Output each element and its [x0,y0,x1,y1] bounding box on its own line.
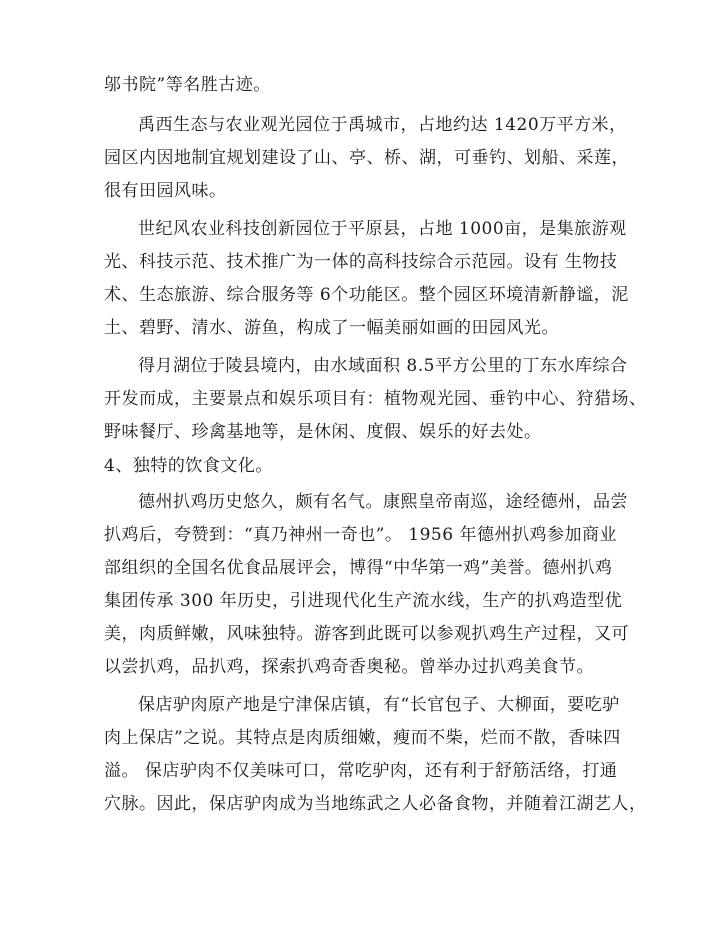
text-line: 以尝扒鸡，品扒鸡，探索扒鸡奇香奥秘。曾举办过扒鸡美食节。 [104,657,594,677]
paragraph-start-line: 得月湖位于陵县境内，由水域面积 8.5平方公里的丁东水库综合 [138,356,628,376]
paragraph-start-line: 世纪风农业科技创新园位于平原县，占地 1000亩，是集旅游观 [138,219,627,239]
text-line: 很有田园风味。 [104,181,227,201]
text-line: 溢。 保店驴肉不仅美味可口，常吃驴肉，还有利于舒筋活络，打通 [104,761,618,781]
section-heading: 4、独特的饮食文化。 [104,456,273,476]
text-line: 开发而成，主要景点和娱乐项目有：植物观光园、垂钓中心、狩猎场、 [104,389,647,409]
paragraph-start-line: 禹西生态与农业观光园位于禹城市，占地约达 1420万平方米， [138,115,627,135]
text-line: 美，肉质鲜嫩，风味独特。游客到此既可以参观扒鸡生产过程，又可 [104,624,629,644]
text-line: 术、生态旅游、综合服务等 6个功能区。整个园区环境清新静谧，泥 [104,285,629,305]
text-line: 集团传承 300 年历史，引进现代化生产流水线，生产的扒鸡造型优 [104,591,623,611]
text-line: 邬书院”等名胜古迹。 [104,75,271,95]
text-line: 肉上保店”之说。其特点是肉质细嫩，瘦而不柴，烂而不散，香味四 [104,728,621,748]
text-line: 扒鸡后，夸赞到：“真乃神州一奇也”。 1956 年德州扒鸡参加商业 [104,525,617,545]
text-line: 部组织的全国名优食品展评会，博得“中华第一鸡”美誉。德州扒鸡 [104,558,613,578]
text-line: 园区内因地制宜规划建设了山、亭、桥、湖，可垂钓、划船、采莲， [104,148,629,168]
text-line: 野味餐厅、珍禽基地等，是休闲、度假、娱乐的好去处。 [104,422,542,442]
paragraph-start-line: 德州扒鸡历史悠久，颇有名气。康熙皇帝南巡，途经德州，品尝 [138,492,628,512]
text-line: 光、科技示范、技术推广为一体的高科技综合示范园。设有 生物技 [104,252,618,272]
text-line: 土、碧野、清水、游鱼，构成了一幅美丽如画的田园风光。 [104,318,559,338]
text-line: 穴脉。因此，保店驴肉成为当地练武之人必备食物，并随着江湖艺人， [104,794,647,814]
paragraph-start-line: 保店驴肉原产地是宁津保店镇，有“长官包子、大柳面，要吃驴 [138,695,620,715]
